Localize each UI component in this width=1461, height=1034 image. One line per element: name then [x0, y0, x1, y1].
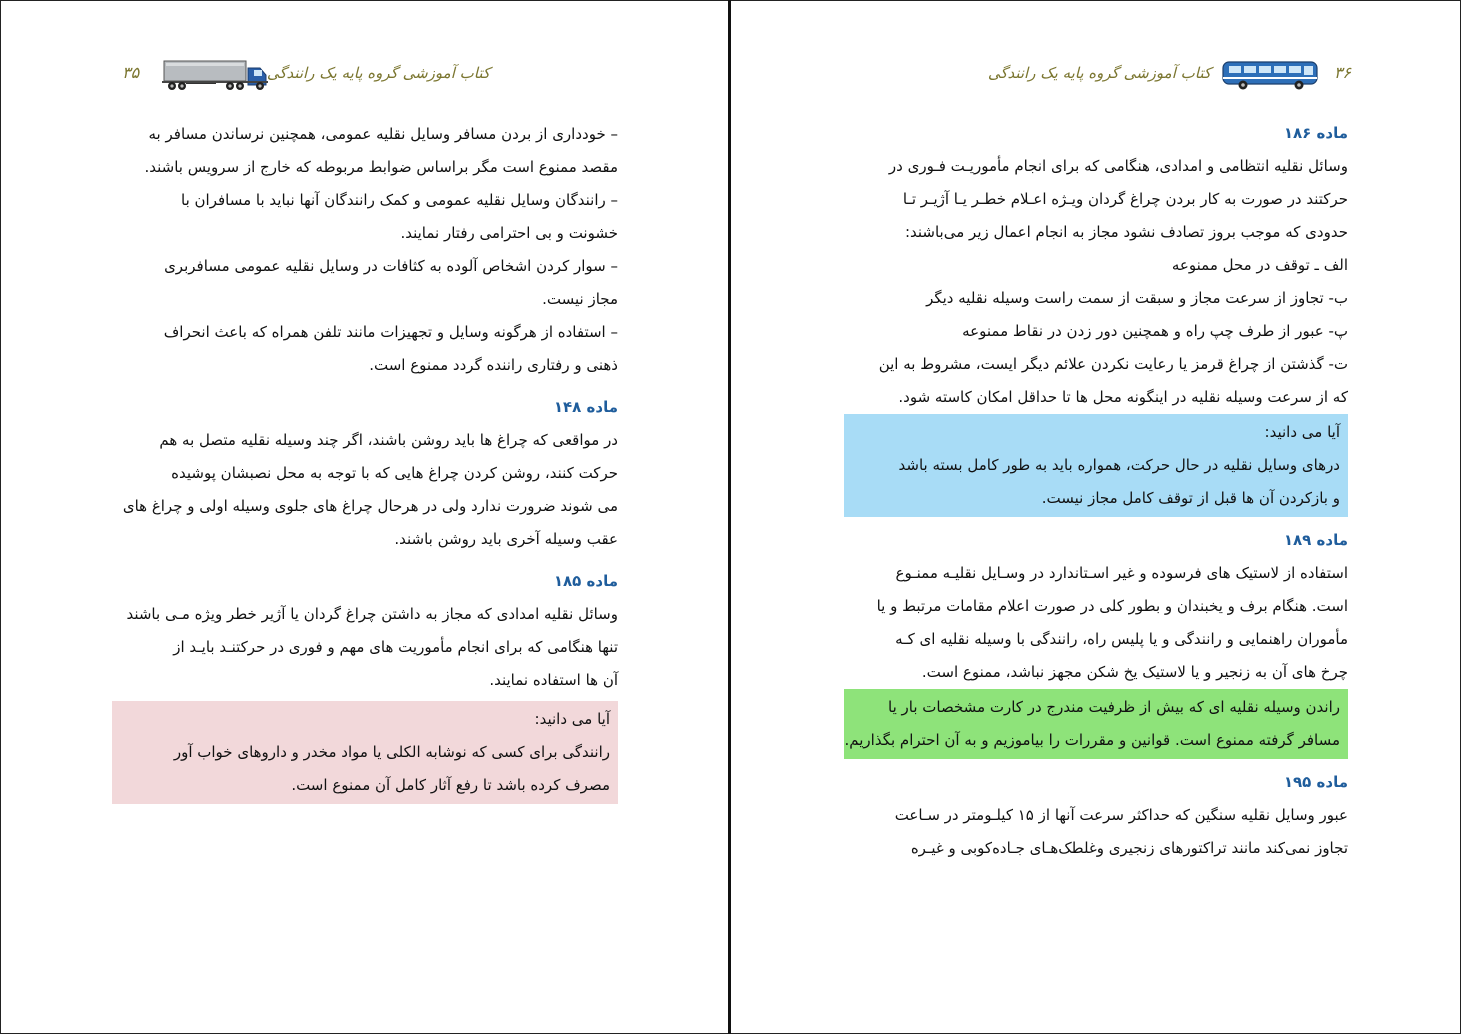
- text-line: حرکت کنند، روشن کردن چراغ هایی که با توجه به محل نصبشان پوشیده: [171, 464, 618, 482]
- text-line: – سوار کردن اشخاص آلوده به کثافات در وسایل نقلیه عمومی مسافربری: [164, 257, 618, 275]
- text-line: ذهنی و رفتاری راننده گردد ممنوع است.: [369, 356, 618, 374]
- text-line: خشونت و بی احترامی رفتار نمایند.: [400, 224, 618, 242]
- text-line: مأموران راهنمایی و رانندگی و یا پلیس راه، رانندگی با وسیله نقلیه ای کـه: [895, 630, 1348, 648]
- text-line: و بازکردن آن ها قبل از توقف کامل مجاز نیست.: [1041, 489, 1340, 507]
- did-you-know-label: آیا می دانید:: [1264, 423, 1340, 441]
- section-heading: ماده ۱۸۹: [1283, 531, 1348, 549]
- text-line: است. هنگام برف و یخبندان و بطور کلی در صورت اعلام مقامات مرتبط و یا: [876, 597, 1348, 615]
- text-line: راندن وسیله نقلیه ای که بیش از ظرفیت مندرج در کارت مشخصات بار یا: [888, 698, 1340, 716]
- text-line: حدودی که موجب بروز تصادف نشود مجاز به انجام اعمال زیر می‌باشند:: [904, 223, 1348, 241]
- text-line: مصرف کرده باشد تا رفع آثار کامل آن ممنوع است.: [291, 776, 610, 794]
- text-line: وسائل نقلیه انتظامی و امدادی، هنگامی که برای انجام مأموریـت فـوری در: [888, 157, 1348, 175]
- left-page-body: [112, 118, 618, 804]
- text-line: آن ها استفاده نمایند.: [489, 671, 618, 689]
- right-page-number: ۳۶: [1333, 63, 1351, 82]
- text-line: مسافر گرفته ممنوع است. قوانین و مقررات را بیاموزیم و به آن احترام بگذاریم.: [844, 731, 1340, 749]
- text-line: حرکتند در صورت به کار بردن چراغ گردان ویـژه اعـلام خطـر یـا آژیـر تـا: [902, 190, 1348, 208]
- text-line: مقصد ممنوع است مگر براساس ضوابط مربوطه که خارج از سرویس باشند.: [144, 158, 618, 176]
- left-page-header: [110, 58, 620, 94]
- text-line: وسائل نقلیه امدادی که مجاز به داشتن چراغ گردان یا آژیر خطر ویژه مـی باشند: [126, 605, 618, 623]
- text-line: – رانندگان وسایل نقلیه عمومی و کمک رانندگان آنها نباید با مسافران با: [181, 191, 618, 209]
- section-heading: ماده ۱۹۵: [1283, 773, 1348, 791]
- right-book-title: کتاب آموزشی گروه پایه یک رانندگی: [987, 64, 1211, 82]
- text-line: – خودداری از بردن مسافر وسایل نقلیه عمومی، همچنین نرساندن مسافر به: [148, 125, 618, 143]
- section-heading: ماده ۱۴۸: [553, 398, 618, 416]
- text-line: – استفاده از هرگونه وسایل و تجهیزات مانند تلفن همراه که باعث انحراف: [163, 323, 618, 341]
- right-page-body: [844, 116, 1348, 865]
- text-line: می شوند ضرورت ندارد ولی در هرحال چراغ های جلوی وسیله اولی و چراغ های: [122, 497, 618, 515]
- capacity-note-box: [844, 689, 1348, 759]
- right-page-header: [961, 58, 1351, 94]
- text-line: عبور وسایل نقلیه سنگین که حداکثر سرعت آنها از ۱۵ کیلـومتر در سـاعت: [894, 806, 1348, 824]
- text-line: رانندگی برای کسی که نوشابه الکلی یا مواد مخدر و داروهای خواب آور: [173, 743, 610, 761]
- text-line: ب- تجاوز از سرعت مجاز و سبقت از سمت راست وسیله نقلیه دیگر: [926, 289, 1348, 307]
- text-line: تنها هنگامی که برای انجام مأموریت های مهم و فوری در حرکتنـد بایـد از: [173, 638, 618, 656]
- section-148: [112, 390, 618, 556]
- text-line: عقب وسیله آخری باید روشن باشند.: [394, 530, 618, 548]
- did-you-know-box: [112, 701, 618, 804]
- text-line: الف ـ توقف در محل ممنوعه: [1171, 256, 1348, 274]
- left-book-title: کتاب آموزشی گروه پایه یک رانندگی: [266, 64, 490, 82]
- section-189: [844, 523, 1348, 689]
- right-page: [731, 0, 1461, 1034]
- left-page: [0, 0, 728, 1034]
- text-line: در مواقعی که چراغ ها باید روشن باشند، اگر چند وسیله نقلیه متصل به هم: [159, 431, 618, 449]
- truck-icon: [162, 58, 272, 96]
- did-you-know-label: آیا می دانید:: [534, 710, 610, 728]
- text-line: که از سرعت وسیله نقلیه در اینگونه محل ها تا حداقل امکان کاسته شود.: [898, 388, 1348, 406]
- section-heading: ماده ۱۸۶: [1283, 124, 1348, 142]
- text-line: تجاوز نمی‌کند مانند تراکتورهای زنجیری وغلطک‌هـای جـاده‌کوبی و غیـره: [910, 839, 1348, 857]
- text-line: استفاده از لاستیک های فرسوده و غیر اسـتاندارد در وسـایل نقلیـه ممنـوع: [895, 564, 1348, 582]
- text-line: چرخ های آن به زنجیر و یا لاستیک یخ شکن مجهز نباشد، ممنوع است.: [921, 663, 1348, 681]
- text-line: پ- عبور از طرف چپ راه و همچنین دور زدن در نقاط ممنوعه: [962, 322, 1348, 340]
- section-186: [844, 116, 1348, 414]
- text-line: مجاز نیست.: [542, 290, 618, 308]
- section-heading: ماده ۱۸۵: [553, 572, 618, 590]
- left-page-number: ۳۵: [122, 63, 140, 82]
- text-line: ت- گذشتن از چراغ قرمز یا رعایت نکردن علائم دیگر ایست، مشروط به این: [878, 355, 1348, 373]
- section-195: [844, 765, 1348, 865]
- did-you-know-box: [844, 414, 1348, 517]
- intro-rules: [112, 118, 618, 382]
- bus-icon: [1221, 58, 1321, 96]
- section-185: [112, 564, 618, 697]
- text-line: درهای وسایل نقلیه در حال حرکت، همواره باید به طور کامل بسته باشد: [898, 456, 1340, 474]
